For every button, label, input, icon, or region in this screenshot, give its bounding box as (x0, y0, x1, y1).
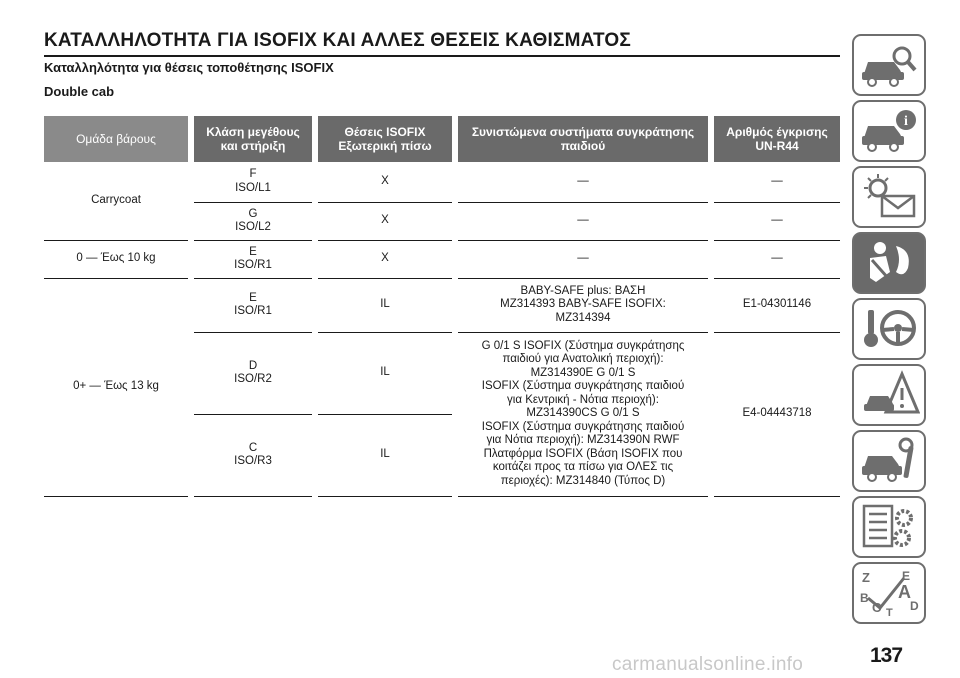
svg-text:T: T (886, 607, 893, 618)
header-size-class: Κλάση μεγέθους και στήριξη (194, 116, 312, 162)
size-class-cell: E ISO/R1 (194, 278, 312, 332)
dashboard-lights-mail-icon (858, 172, 920, 222)
svg-text:D: D (910, 599, 919, 613)
recommended-system-cell: — (458, 240, 708, 278)
warning-triangle-car-icon (858, 370, 920, 420)
alphabetical-index-icon (858, 568, 920, 618)
technical-data-gears-icon (858, 502, 920, 552)
table-row (44, 162, 840, 202)
svg-text:A: A (898, 582, 911, 602)
isofix-position-cell: X (318, 202, 452, 240)
header-isofix-positions: Θέσεις ISOFIX Εξωτερική πίσω (318, 116, 452, 162)
size-class-cell: C ISO/R3 (194, 414, 312, 496)
approval-cell: — (714, 240, 840, 278)
recommended-system-cell: G 0/1 S ISOFIX (Σύστημα συγκράτησης παιδιού για Ανατολική περιοχή): MZ314390E G 0/1 S ISOFIX (Σύστημα συγκράτησης παιδιού για Κεντρική - Νότια περιοχή): MZ314390CS G 0/1 S ISOFIX (Σύστημα συγκράτησης παιδιού για Νότια περιοχή): MZ314390N RWF Πλατφόρμα ISOFIX (Βάση ISOFIX που κοιτάζει προς τα πίσω για ΟΛΕΣ τις περιοχές): MZ314840 (Τύπος D) (458, 332, 708, 496)
recommended-system-cell: — (458, 162, 708, 202)
recommended-system-cell: BABY-SAFE plus: ΒΑΣΗ MZ314393 BABY-SAFE ISOFIX: MZ314394 (458, 278, 708, 332)
car-maintenance-wrench-icon (858, 436, 920, 486)
tab-car-search[interactable] (852, 34, 926, 96)
tab-starting-driving[interactable] (852, 298, 926, 360)
approval-cell: E4-04443718 (714, 332, 840, 496)
header-recommended-systems: Συνιστώμενα συστήματα συγκράτησης παιδιού (458, 116, 708, 162)
seat-safety-airbag-icon (858, 238, 920, 288)
car-search-icon (858, 40, 920, 90)
weight-group-cell: 0+ — Έως 13 kg (44, 278, 188, 496)
starting-driving-steering-icon (858, 304, 920, 354)
section-subtitle: Καταλληλότητα για θέσεις τοποθέτησης ISOFIX (44, 60, 334, 75)
header-approval-number: Αριθμός έγκρισης UN-R44 (714, 116, 840, 162)
tab-index[interactable] (852, 562, 926, 624)
svg-text:E: E (902, 569, 911, 583)
weight-group-cell: 0 — Έως 10 kg (44, 240, 188, 278)
isofix-position-cell: X (318, 240, 452, 278)
approval-cell: — (714, 202, 840, 240)
svg-text:C: C (872, 600, 882, 615)
tab-dashboard-lights[interactable] (852, 166, 926, 228)
table-row (44, 278, 840, 332)
isofix-table (44, 116, 840, 497)
isofix-position-cell: IL (318, 278, 452, 332)
svg-text:B: B (860, 591, 869, 605)
page-title: ΚΑΤΑΛΛΗΛΟΤΗΤΑ ΓΙΑ ISOFIX ΚΑΙ ΑΛΛΕΣ ΘΕΣΕΙΣ ΚΑΘΙΣΜΑΤΟΣ (44, 30, 840, 57)
svg-text:i: i (904, 114, 908, 129)
size-class-cell: D ISO/R2 (194, 332, 312, 414)
page-number: 137 (870, 644, 903, 667)
weight-group-cell: Carrycoat (44, 162, 188, 240)
approval-cell: — (714, 162, 840, 202)
svg-text:Z: Z (862, 570, 870, 585)
tab-car-info[interactable] (852, 100, 926, 162)
isofix-position-cell: IL (318, 332, 452, 414)
tab-seat-safety[interactable] (852, 232, 926, 294)
size-class-cell: G ISO/L2 (194, 202, 312, 240)
size-class-cell: E ISO/R1 (194, 240, 312, 278)
cab-label: Double cab (44, 84, 115, 99)
car-info-icon (858, 106, 920, 156)
tab-emergency[interactable] (852, 364, 926, 426)
watermark: carmanualsonline.info (612, 654, 804, 675)
recommended-system-cell: — (458, 202, 708, 240)
tab-maintenance[interactable] (852, 430, 926, 492)
size-class-cell: F ISO/L1 (194, 162, 312, 202)
tab-technical-data[interactable] (852, 496, 926, 558)
table-header-row (44, 116, 840, 162)
isofix-position-cell: X (318, 162, 452, 202)
table-row (44, 240, 840, 278)
approval-cell: E1-04301146 (714, 278, 840, 332)
header-weight-group: Ομάδα βάρους (44, 116, 188, 162)
isofix-position-cell: IL (318, 414, 452, 496)
